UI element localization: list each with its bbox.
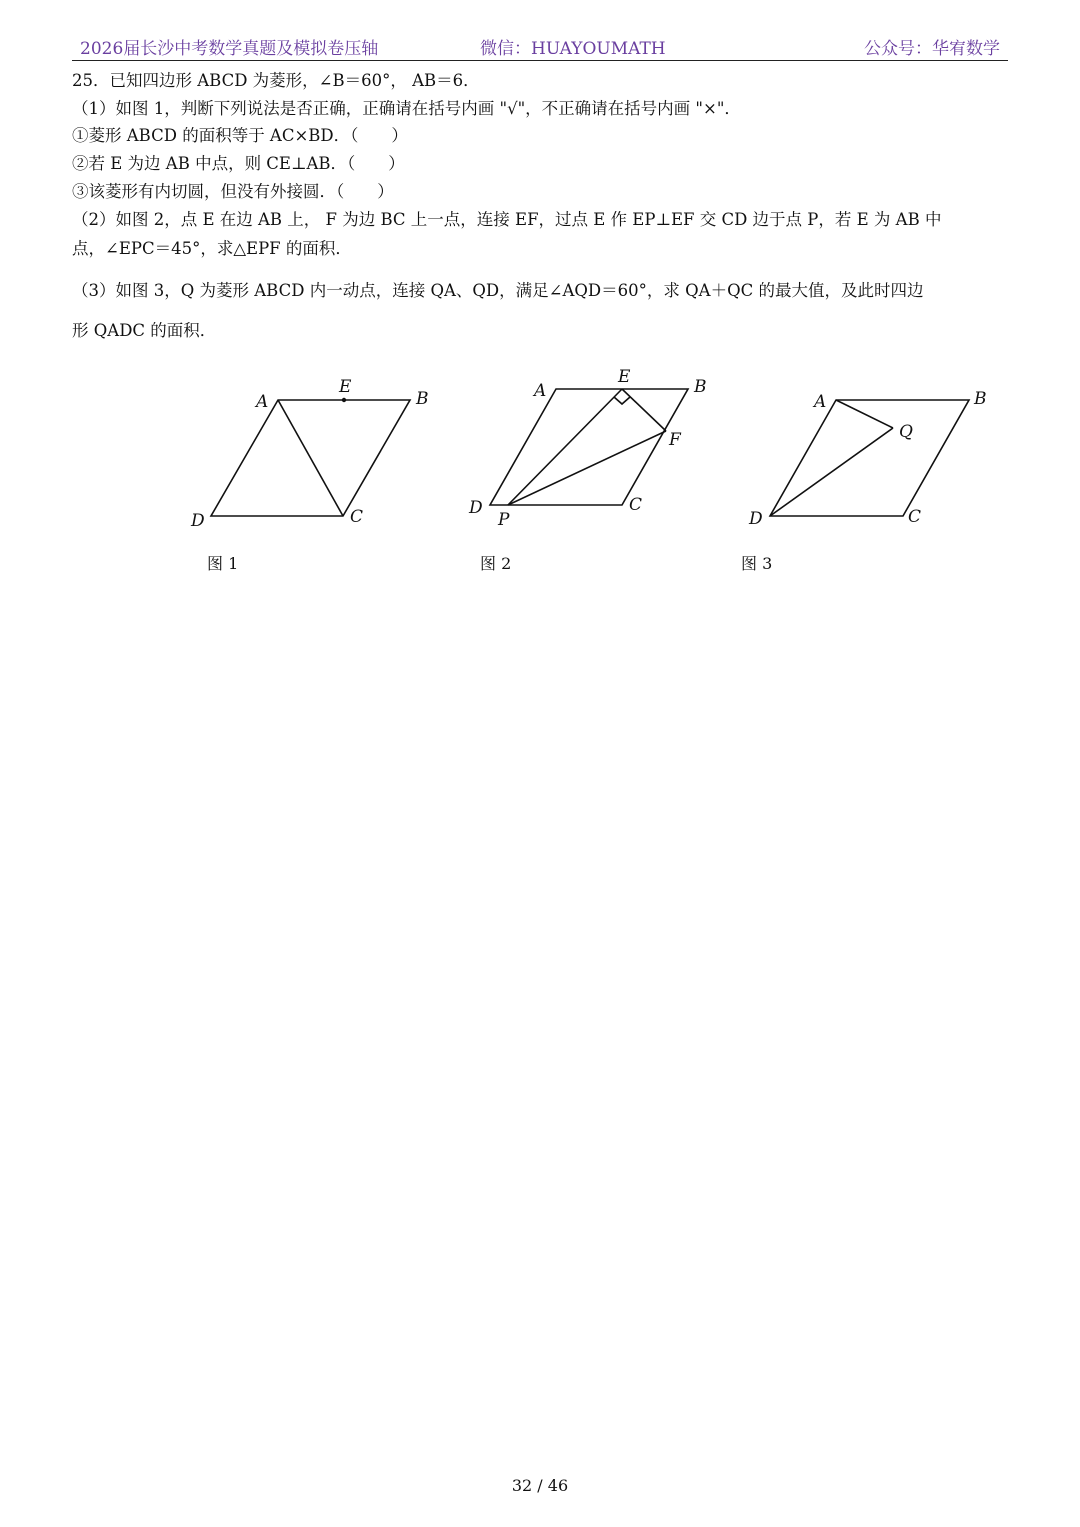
fig1-label-a: A — [256, 392, 269, 412]
header-account: 公众号：华宥数学 — [864, 39, 1000, 59]
fig3-label-q: Q — [899, 422, 913, 442]
fig2-label-p: P — [498, 510, 510, 530]
fig3-label-a: A — [814, 392, 827, 412]
part2-question-line1: （2）如图 2，点 E 在边 AB 上， F 为边 BC 上一点，连接 EF，过点 E 作 EP⊥EF 交 CD 边于点 P，若 E 为 AB 中 — [72, 210, 942, 229]
figure-2 — [460, 365, 730, 535]
fig2-rhombus — [490, 389, 688, 505]
part3-question-line1: （3）如图 3，Q 为菱形 ABCD 内一动点，连接 QA、QD，满足∠AQD＝60°，求 QA＋QC 的最大值，及此时四边 — [72, 281, 924, 300]
fig2-segment-ef — [622, 389, 666, 431]
page-header — [72, 28, 1008, 61]
fig3-segment-qd — [770, 428, 893, 516]
part1-question: （1）如图 1，判断下列说法是否正确，正确请在括号内画 "√"，不正确请在括号内画 "×"． — [72, 99, 741, 118]
part1-item1: ①菱形 ABCD 的面积等于 AC×BD．（ ） — [72, 126, 408, 145]
fig1-label-d: D — [191, 511, 205, 531]
fig2-caption: 图 2 — [480, 554, 512, 573]
fig1-point-e — [342, 398, 346, 402]
fig2-label-f: F — [669, 430, 681, 450]
fig1-caption: 图 1 — [207, 554, 239, 573]
fig3-rhombus — [770, 400, 969, 516]
header-wechat: 微信：HUAYOUMATH — [480, 39, 666, 59]
fig3-label-b: B — [974, 389, 987, 409]
fig3-label-d: D — [749, 509, 763, 529]
fig2-right-angle-mark — [614, 397, 630, 404]
fig3-segment-aq — [836, 400, 893, 428]
fig1-label-c: C — [350, 507, 364, 527]
fig1-diagonal-ac — [278, 400, 343, 516]
fig3-caption: 图 3 — [741, 554, 773, 573]
figure-3 — [740, 370, 1000, 540]
part1-item3: ③该菱形有内切圆，但没有外接圆．（ ） — [72, 182, 394, 201]
fig1-label-e: E — [339, 377, 352, 397]
header-title: 2026届长沙中考数学真题及模拟卷压轴 — [80, 39, 379, 59]
fig2-label-b: B — [694, 377, 707, 397]
figure-1 — [180, 370, 440, 540]
part1-item2: ②若 E 为边 AB 中点，则 CE⊥AB．（ ） — [72, 154, 405, 173]
page-number: 32 / 46 — [511, 1476, 569, 1495]
fig2-segment-ep — [508, 389, 622, 505]
part3-question-line2: 形 QADC 的面积． — [72, 321, 217, 340]
fig2-label-c: C — [629, 495, 643, 515]
part2-question-line2: 点，∠EPC＝45°，求△EPF 的面积． — [72, 239, 352, 258]
problem-intro: 25．已知四边形 ABCD 为菱形，∠B＝60°， AB＝6． — [72, 71, 480, 90]
fig2-label-e: E — [618, 367, 631, 387]
fig2-label-d: D — [469, 498, 483, 518]
fig3-label-c: C — [908, 507, 922, 527]
fig1-label-b: B — [416, 389, 429, 409]
fig2-label-a: A — [534, 381, 547, 401]
